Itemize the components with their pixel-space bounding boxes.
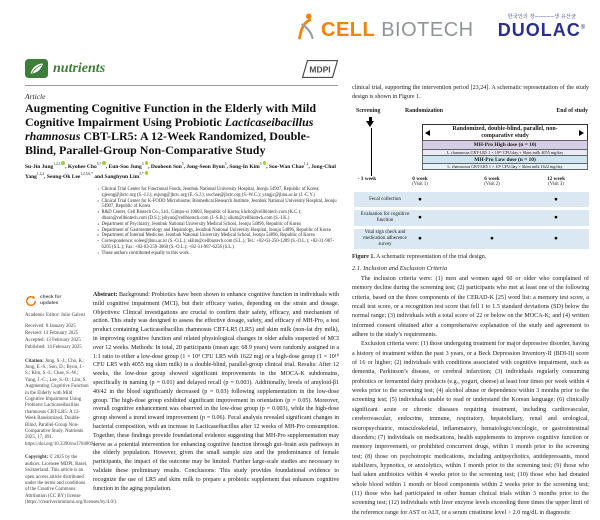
figure-row-cognitive	[354, 210, 589, 226]
figure-row-fecal	[354, 192, 589, 207]
date-published: Published: 14 February 2025	[25, 344, 82, 350]
dot-marker: ●	[418, 195, 422, 203]
svg-text:MDPI: MDPI	[309, 64, 331, 75]
dot-marker: ●	[490, 235, 494, 243]
dose-groups	[422, 141, 588, 170]
affiliation-item: 5 Department of Gastroenterology and Hepatology, Jeonbuk National University Hospital, Jeonju 54896, Republic of Korea	[97, 227, 331, 233]
left-arrow-icon	[425, 130, 430, 136]
abstract-label: Abstract:	[93, 292, 118, 298]
figure-row-vitals	[354, 229, 589, 249]
update-badge-label: check for updates	[40, 295, 62, 306]
dot-marker: ●	[554, 235, 558, 243]
academic-editor: Academic Editor: Julio Galvez	[25, 313, 86, 318]
low-dose-group-detail: L. rhamnosus CBT-LR5 1 × 10⁹ CFU/day + Skim milk 1622 mg/day	[422, 163, 588, 170]
date-revised: Revised: 13 February 2025	[25, 331, 79, 337]
leaf-icon	[25, 59, 48, 78]
low-dose-group-title: MH-Pro Low dose (n = 10)	[422, 155, 588, 165]
high-dose-group-title: MH-Pro High dose (n = 10)	[422, 140, 588, 150]
affiliation-item: 4 Department of Psychiatry, Jeonbuk National University Medical School, Jeonju 54896, Republic of Korea	[97, 221, 301, 227]
affiliation-item: 2 Clinical Trial Center for K-FOOD Microbiome, Biomedical Research Institute, Jeonbuk National University Hospital, Jeonju 54907, Republic of Korea	[97, 198, 337, 210]
duolac-tagline: 한국인의 장─────생 유산균	[507, 14, 577, 20]
timeline-tick-minus3: - 3 week	[357, 176, 377, 182]
study-design-box-title: Randomized, double-blind, parallel, non-comparative study	[452, 125, 558, 139]
intro-paragraph: clinical trial, supporting the intervention period [23,24]. A schematic representation of the study design is shown in Figure 1.	[352, 85, 589, 101]
trial-design-figure	[352, 108, 589, 254]
affiliation-item: 6 Department of Internal Medicine, Jeonbuk National University Medical School, Jeonju 54896, Republic of Korea	[97, 233, 315, 239]
label-screening: Screening	[356, 108, 381, 114]
duolac-logo	[492, 13, 592, 41]
label-randomization: Randomization	[405, 108, 444, 114]
check-for-updates-badge[interactable]	[25, 295, 89, 307]
cell-biotech-logo	[294, 12, 474, 40]
copyright-block: Copyright: © 2025 by the authors. Licensee MDPI, Basel, Switzerland. This article is an open access article distributed under the terms and conditions of the Creative Commons Attribution (CC BY) license (https://creativecommons.org/licenses/by/4.0/).	[25, 455, 118, 506]
orcid-icon	[145, 171, 149, 175]
date-accepted: Accepted: 13 February 2025	[25, 338, 81, 343]
registered-mark-icon: ®	[580, 25, 587, 31]
figure-caption: Figure 1. A schematic representation of the trial design.	[352, 254, 487, 260]
citation-block: Citation: Jung, S.-J.; Cho, K.; Jung, E.-S.; Son, D.; Byun, J.-S.; Kim, S.-I.; Chae, S.-W.; Yang, J.-C.; Lee, S.-O.; Lim, S. Augmenting Cognitive Function in the Elderly with Mild Cognitive Impairment Using Probiotic Lacticaseibacillus rhamnosus CBT-LR5: A 12-Week Randomized, Double-Blind, Parallel-Group Non-Comparative Study. Nutrients 2025, 17, 691. https://doi.org/10.3390/nu17040691	[25, 358, 96, 447]
dot-marker: ●	[418, 214, 422, 222]
article-type-label: Article	[25, 92, 46, 101]
timeline-tick-0: 0 week (Visit 1)	[412, 176, 428, 187]
dot-marker: ●	[554, 195, 558, 203]
update-badge-icon	[25, 295, 37, 307]
row-label: Evaluation for cognitive function	[360, 212, 410, 223]
correspondence-note: * Correspondence: solee@jbnu.ac.kr (S.-O.L.); sklim@cellbiotech.com (S.L.); Tel.: +82-63-250-1289 (S.-O.L.); +82-31-987-6205 (S.L.); Fax: +82-63-259-3060 (S.-O.L.); +82-31-987-6256 (S.L.)	[97, 239, 334, 250]
cell-biotech-wordmark-biotech: BIOTECH	[381, 19, 474, 41]
section-heading: 2.1. Inclusion and Exclusion Criteria	[352, 265, 448, 272]
timeline-vertical-line	[371, 128, 372, 176]
nutrients-logo	[25, 59, 105, 78]
affiliations-list	[93, 187, 339, 257]
cell-biotech-wordmark-cell: CELL	[321, 19, 376, 41]
abstract	[93, 291, 339, 493]
timeline-tick-6: 6 week (Visit 2)	[484, 176, 500, 187]
affiliation-item: 1 Clinical Trial Center for Functional Foods, Jeonbuk National University Hospital, Jeonju 54907, Republic of Korea; sjjeong@jbctc.org (S.-J.J.); esjung@jbctc.org (E.-S.J.); swchae@jbctc.org (S.-W.C.); yangjc@jbnu.ac.kr (J.-C.Y.)	[97, 187, 320, 198]
history-dates	[25, 324, 89, 351]
study-design-box	[422, 124, 588, 141]
body-paragraph-2: Exclusion criteria were: (1) those undergoing treatment for major depressive disorder, having a history of treatment within the past 3 years, or a Beck Depression Inventory-II (BDI-II) score of 16 or higher; (2) individuals with conditions associated with cognitive impairment, such as dementia, Parkinson’s disease, or cerebral infarction; (3) individuals regularly consuming probiotics or fermented dairy products (e.g., yogurt, cheese) at least four times per week within 4 weeks prior to the screening test; (4) alcohol abuse or dependence within 3 months prior to the screening test; (5) individuals unable to read or understand the Korean language; (6) clinically significant acute or chronic diseases requiring treatment, including cardiovascular, cerebrovascular, endocrine, immune, respiratory, hepatobiliary, renal and urological, neuropsychiatric, musculoskeletal, inflammatory, hematologic/oncologic, or gastrointestinal disorders; (7) individuals on medications, health supplements to improve cognitive function or memory improvement, or prohibited concurrent drugs, within 1 month prior to the screening test; (8) those on psychotropic medications, including antipsychotics, antidepressants, mood stabilizers, hypnotics, or anxiolytics, within 1 month prior to the screening test; (9) those who had taken antibiotics within 4 weeks prior to the screening test; (10) those who had donated whole blood within 1 month or blood components within 2 weeks prior to the screening test; (11) those who had participated in other human clinical trials within 3 months prior to the screening test; (12) individuals with liver enzyme levels exceeding three times the upper limit of the reference range for AST or ALT, or a serum creatinine level > 2.0 mg/dL in diagnostic	[352, 341, 589, 516]
duolac-wordmark: DUOLAC®	[497, 20, 587, 40]
authors-line: Su-Jin Jung$^{1,2,3}$ , Kyohee Cho$^{5,\dagger}$ , Eun-Soo Jung$^3$ , Dooheon Son$^5$, Jong-Seon Byun$^5$, Song-In Kim$^5$ , Soo-Wan Chae$^{1,2}$, Jong-Chul Yang$^{1,2,4}$, Seung-Ok Lee$^{1,2,5,6,*}$ and Sanghyun Lim$^{5,*}$	[25, 162, 336, 180]
dot-marker: ●	[554, 214, 558, 222]
dot-marker: ●	[418, 235, 422, 243]
timeline-tick-12: 12 week (Visit 3)	[546, 176, 566, 187]
header-divider	[25, 85, 338, 86]
abstract-text: Background: Probiotics have been shown to enhance cognitive function in individuals with mild cognitive impairment (MCI), but their efficacy varies, depending on the strain and dosage. Objectives: Clinical investigations are crucial to confirm their safety, efficacy, and mechanism of action. This study was designed to assess the effective dosage, safety, and efficacy of MH-Pro, a test product containing Lacticaseibacillus rhamnosus CBT-LR5 (LR5) and skim milk (non-fat dry milk), in improving cognitive function and related physiological changes in older adults suspected of MCI over 12 weeks. Methods: In total, 20 participants (mean age: 68.9 years) were randomly assigned in a 1:1 ratio to either a low-dose group (1 × 10⁹ CFU LR5 with 1622 mg) or a high-dose group (1 × 10¹⁰ CFU LR5 with 4055 mg skim milk) in a double-blind, parallel-group clinical trial. Results: After 12 weeks, the low-dose group showed significant improvements in the MOCA-K subdomains, specifically in naming (p = 0.01) and delayed recall (p = 0.003). Additionally, levels of amyloid-β1 40/42 in the blood significantly decreased (p = 0.03) following supplementation in the low-dose group. The high-dose group exhibited significant improvement in orientation (p = 0.05). Moreover, overall cognitive enhancement was observed in the low-dose group (p = 0.003), while the high-dose group showed a trend toward improvement (p = 0.06). Fecal analysis revealed significant changes in bacterial composition, with an increase in Lacticaseibacillus after 12 weeks of MH-Pro consumption. Together, these findings provide foundational evidence suggesting that MH-Pro supplementation may serve as a potential intervention for enhancing cognitive function through gut–brain axis pathways in the elderly population. However, given the small sample size and the predominance of female participants, the impact of the outcome may be limited. Further large-scale studies are necessary to validate these preliminary results. Conclusions: This study provides foundational evidence to recognize the use of LR5 and skim milk to prepare a probiotic supplement that enhances cognitive function in the aging population.	[93, 292, 339, 492]
paper-title: Augmenting Cognitive Function in the Elderly with Mild Cognitive Impairment Using Probiotic Lacticaseibacillus rhamnosus CBT-LR5: A 12-Week Randomized, Double-Blind, Parallel-Group Non-Comparative Study	[25, 101, 317, 157]
row-label: Vital sign check and medication adherence survey	[363, 230, 407, 247]
mdpi-logo	[302, 60, 338, 83]
body-text	[352, 275, 589, 518]
label-end-of-study: End of study	[556, 108, 588, 114]
right-arrow-icon	[579, 130, 584, 136]
cell-biotech-icon	[294, 12, 318, 40]
date-received: Received: 8 January 2025	[25, 324, 76, 330]
equal-contribution-note: † These authors contributed equally to this work.	[97, 250, 190, 256]
nutrients-wordmark: nutrients	[53, 60, 106, 76]
high-dose-group-detail: L. rhamnosus CBT-LR5 1 × 10¹⁰ CFU/day + Skim milk 4055 mg/day	[422, 149, 588, 156]
row-label: Fecal collection	[369, 196, 401, 202]
affiliation-item: 3 R&D Center, Cell Biotech Co., Ltd., Gimpo-si 10003, Republic of Korea; khcho@cellbiotech.com (K.C.); dhson@cellbiotech.com (D.S.); jsbyun@cellbiotech.com (J.-S.B.); sikim@cellbiotech.com (S.-I.K.)	[97, 210, 302, 221]
screening-arrowhead-icon	[366, 121, 374, 127]
body-paragraph-1: The inclusion criteria were: (1) men and women aged 60 or older who complained of memory decline during the screening test; (2) participants who met at least one of the following criteria, based on the three components of the CERAD-K [25] word list: a memory test score, a recall test score, or a recognition test score that fell 1 to 1.5 standard deviations (SD) below the normal range; (3) individuals with a total score of 22 or below on the MOCA-K; and (4) written informed consent obtained after a comprehensive explanation of the study and agreement to adhere to the study’s requirements.	[352, 276, 589, 339]
